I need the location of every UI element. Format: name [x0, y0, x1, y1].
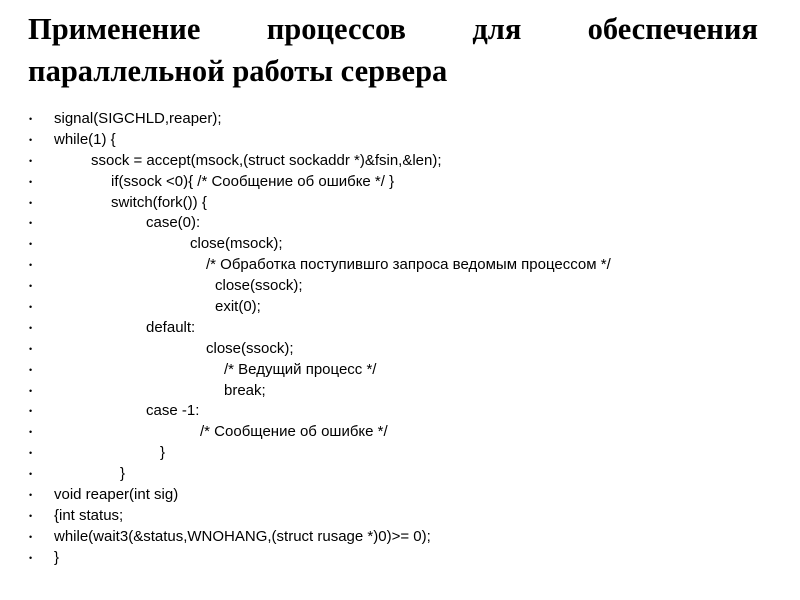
code-line-text: if(ssock <0){ /* Сообщение об ошибке */ } — [111, 172, 395, 190]
bullet-icon: • — [29, 114, 33, 124]
slide-title — [28, 8, 758, 92]
bullet-icon: • — [29, 427, 33, 438]
code-line-text: close(msock); — [190, 235, 283, 253]
title-word: процессов — [266, 12, 406, 46]
code-line-text: {int status; — [54, 506, 124, 524]
bullet-icon: • — [29, 510, 33, 521]
bullet-icon: • — [29, 281, 33, 292]
bullet-icon: • — [29, 385, 33, 396]
bullet-icon: • — [29, 406, 33, 417]
code-line-text: default: — [146, 318, 196, 336]
bullet-icon: • — [29, 260, 33, 271]
code-line-text: case -1: — [146, 402, 200, 420]
bullet-icon: • — [29, 343, 33, 354]
code-line-text: /* Сообщение об ошибке */ — [200, 423, 388, 441]
bullet-icon: • — [29, 239, 33, 250]
bullet-icon: • — [29, 490, 33, 501]
bullet-icon: • — [29, 469, 33, 480]
bullet-icon: • — [29, 134, 33, 145]
code-line-text: } — [120, 465, 126, 483]
code-line-text: exit(0); — [215, 298, 261, 316]
code-line-text: switch(fork()) { — [111, 193, 207, 211]
bullet-icon: • — [29, 552, 33, 563]
bullet-icon: • — [29, 197, 33, 208]
bullet-icon: • — [29, 531, 33, 542]
code-line-text: signal(SIGCHLD,reaper); — [54, 110, 222, 127]
title-word: Применение — [28, 12, 201, 46]
bullet-icon: • — [29, 364, 33, 375]
code-line-text: close(ssock); — [206, 339, 294, 357]
code-line-text: /* Ведущий процесс */ — [224, 360, 377, 378]
code-line-text: break; — [224, 381, 266, 399]
title-line-2: параллельной работы сервера — [28, 54, 448, 88]
bullet-icon: • — [29, 322, 33, 333]
title-word: обеспечения — [587, 12, 758, 46]
code-line-text: } — [160, 444, 166, 462]
bullet-icon: • — [29, 176, 33, 187]
code-line-text: void reaper(int sig) — [54, 486, 179, 504]
code-line-text: } — [54, 548, 60, 566]
title-word: для — [472, 12, 522, 46]
code-line-text: /* Обработка поступившго запроса ведомым процессом */ — [206, 256, 611, 274]
bullet-icon: • — [29, 448, 33, 459]
title-line-1 — [28, 8, 758, 50]
code-line-text: ssock = accept(msock,(struct sockaddr *)&fsin,&len); — [91, 151, 442, 169]
bullet-icon: • — [29, 302, 33, 313]
code-line-text: close(ssock); — [215, 277, 303, 295]
code-line-text: while(wait3(&status,WNOHANG,(struct rusage *)0)>= 0); — [54, 527, 431, 545]
bullet-icon: • — [29, 218, 33, 229]
code-line-text: while(1) { — [54, 130, 116, 148]
bullet-icon: • — [29, 155, 33, 166]
code-line-text: case(0): — [146, 214, 201, 232]
